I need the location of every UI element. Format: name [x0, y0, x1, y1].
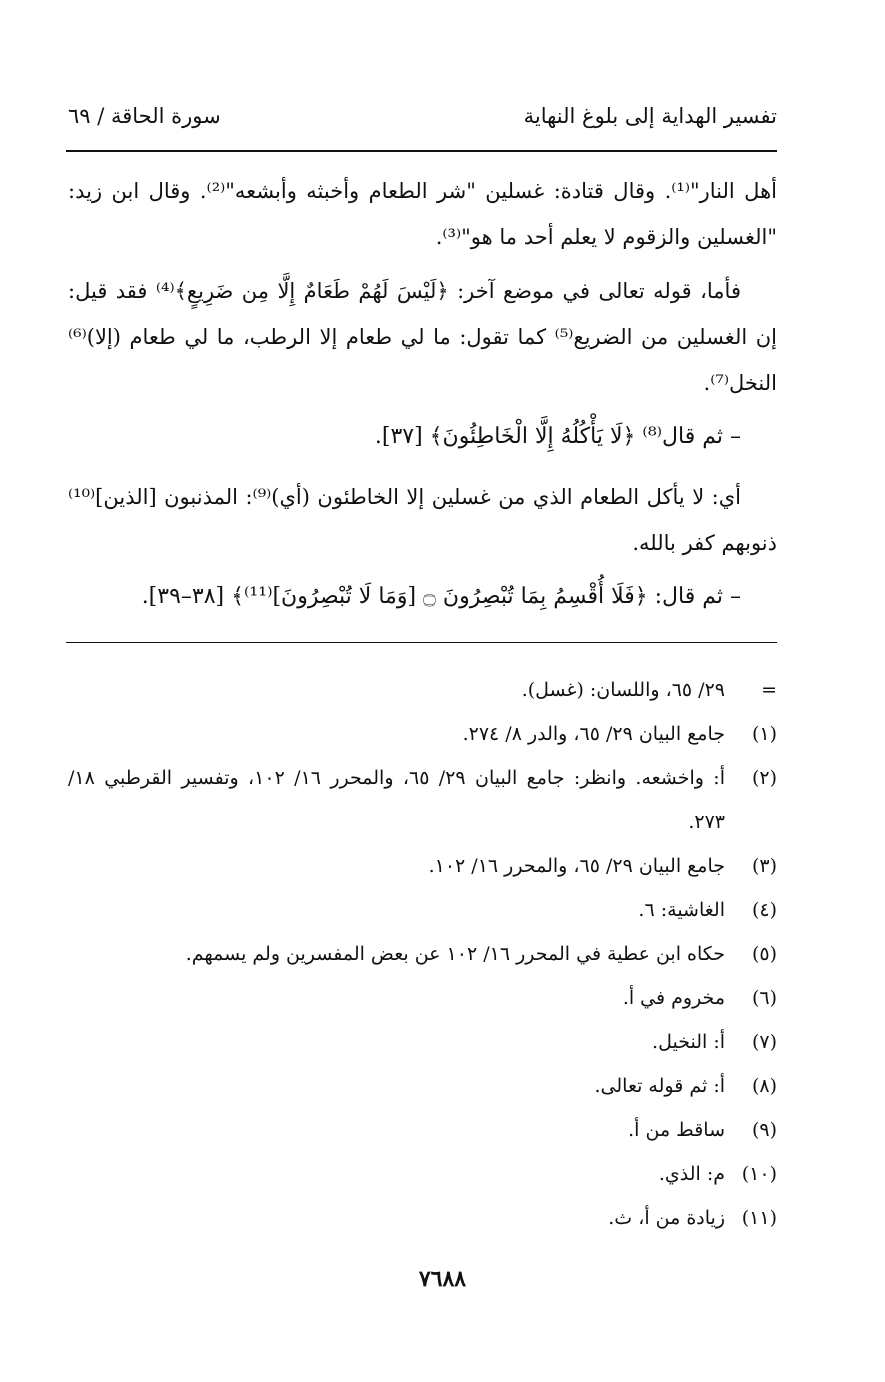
footnote-item [68, 668, 777, 712]
footnote-text: جامع البيان ٢٩/ ٦٥، والمحرر ١٦/ ١٠٢. [428, 855, 725, 877]
paragraph-3: أي: لا يأكل الطعام الذي من غسلين إلا الخاطئون (أي)⁽⁹⁾: المذنبون [الذين]⁽¹⁰⁾ ذنوبهم كفر بالله. [68, 485, 777, 555]
running-header [68, 104, 777, 144]
footnote-item [68, 1196, 777, 1240]
footnote-item [68, 888, 777, 932]
footnote-item [68, 1152, 777, 1196]
footnote-number: (٩) [751, 1119, 777, 1141]
main-text [68, 168, 777, 634]
footnote-text: حكاه ابن عطية في المحرر ١٦/ ١٠٢ عن بعض المفسرين ولم يسمهم. [185, 943, 725, 965]
footnotes [68, 668, 777, 1240]
footnote-text: مخروم في أ. [622, 987, 725, 1009]
footnote-text: الغاشية: ٦. [638, 899, 725, 921]
footnote-number: (١٠) [741, 1163, 777, 1185]
paragraph-1: أهل النار"⁽¹⁾. وقال قتادة: غسلين "شر الطعام وأخبثه وأبشعه"⁽²⁾. وقال ابن زيد: "الغسلين والزقوم لا يعلم أحد ما هو"⁽³⁾. [68, 179, 777, 249]
footnote-item [68, 756, 777, 844]
footnote-text: زيادة من أ، ث. [608, 1207, 725, 1229]
footnote-number: (٨) [751, 1075, 777, 1097]
footnote-number: (٧) [751, 1031, 777, 1053]
footnote-item [68, 712, 777, 756]
footnote-text: أ: النخيل. [652, 1031, 725, 1053]
footnote-number: (٥) [751, 943, 777, 965]
footnote-divider [66, 642, 777, 643]
footnote-text: أ: واخشعه. وانظر: جامع البيان ٢٩/ ٦٥، والمحرر ١٦/ ١٠٢، وتفسير القرطبي ١٨/ ٢٧٣. [68, 767, 725, 833]
footnote-item [68, 932, 777, 976]
footnote-number: (١) [751, 723, 777, 745]
page-number: ٧٦٨٨ [418, 1266, 467, 1292]
quran-verse-37: – ثم قال⁽⁸⁾ ﴿لَا يَأْكُلُهُ إِلَّا الْخَاطِئُونَ﴾ [٣٧]. [374, 424, 741, 449]
footnote-number: (٦) [751, 987, 777, 1009]
quran-verse-38-39: – ثم قال: ﴿فَلَا أُقْسِمُ بِمَا تُبْصِرُونَ ۝ [وَمَا لَا تُبْصِرُونَ]⁽¹¹⁾﴾ [٣٨–٣٩]. [141, 584, 741, 609]
footnote-text: أ: ثم قوله تعالى. [594, 1075, 725, 1097]
header-divider [66, 150, 777, 152]
surah-reference: سورة الحاقة / ٦٩ [68, 104, 221, 128]
footnote-item [68, 1064, 777, 1108]
footnote-item [68, 1108, 777, 1152]
book-title: تفسير الهداية إلى بلوغ النهاية [523, 104, 777, 128]
footnote-item [68, 844, 777, 888]
footnote-text: ساقط من أ. [628, 1119, 725, 1141]
footnote-text: م: الذي. [658, 1163, 725, 1185]
footnote-number: = [761, 679, 777, 701]
footnote-number: (٣) [751, 855, 777, 877]
footnote-number: (٤) [751, 899, 777, 921]
footnote-item [68, 976, 777, 1020]
footnote-item [68, 1020, 777, 1064]
footnote-number: (١١) [741, 1207, 777, 1229]
footnote-number: (٢) [751, 767, 777, 789]
footnote-text: جامع البيان ٢٩/ ٦٥، والدر ٨/ ٢٧٤. [462, 723, 725, 745]
footnote-text: ٢٩/ ٦٥، واللسان: (غسل). [521, 679, 725, 701]
paragraph-2: فأما، قوله تعالى في موضع آخر: ﴿لَيْسَ لَهُمْ طَعَامٌ إِلَّا مِن ضَرِيعٍ﴾⁽⁴⁾ فقد قيل: إن الغسلين من الضريع⁽⁵⁾ كما تقول: ما لي طعام إلا الرطب، ما لي طعام (إلا)⁽⁶⁾ النخل⁽⁷⁾. [68, 279, 777, 395]
